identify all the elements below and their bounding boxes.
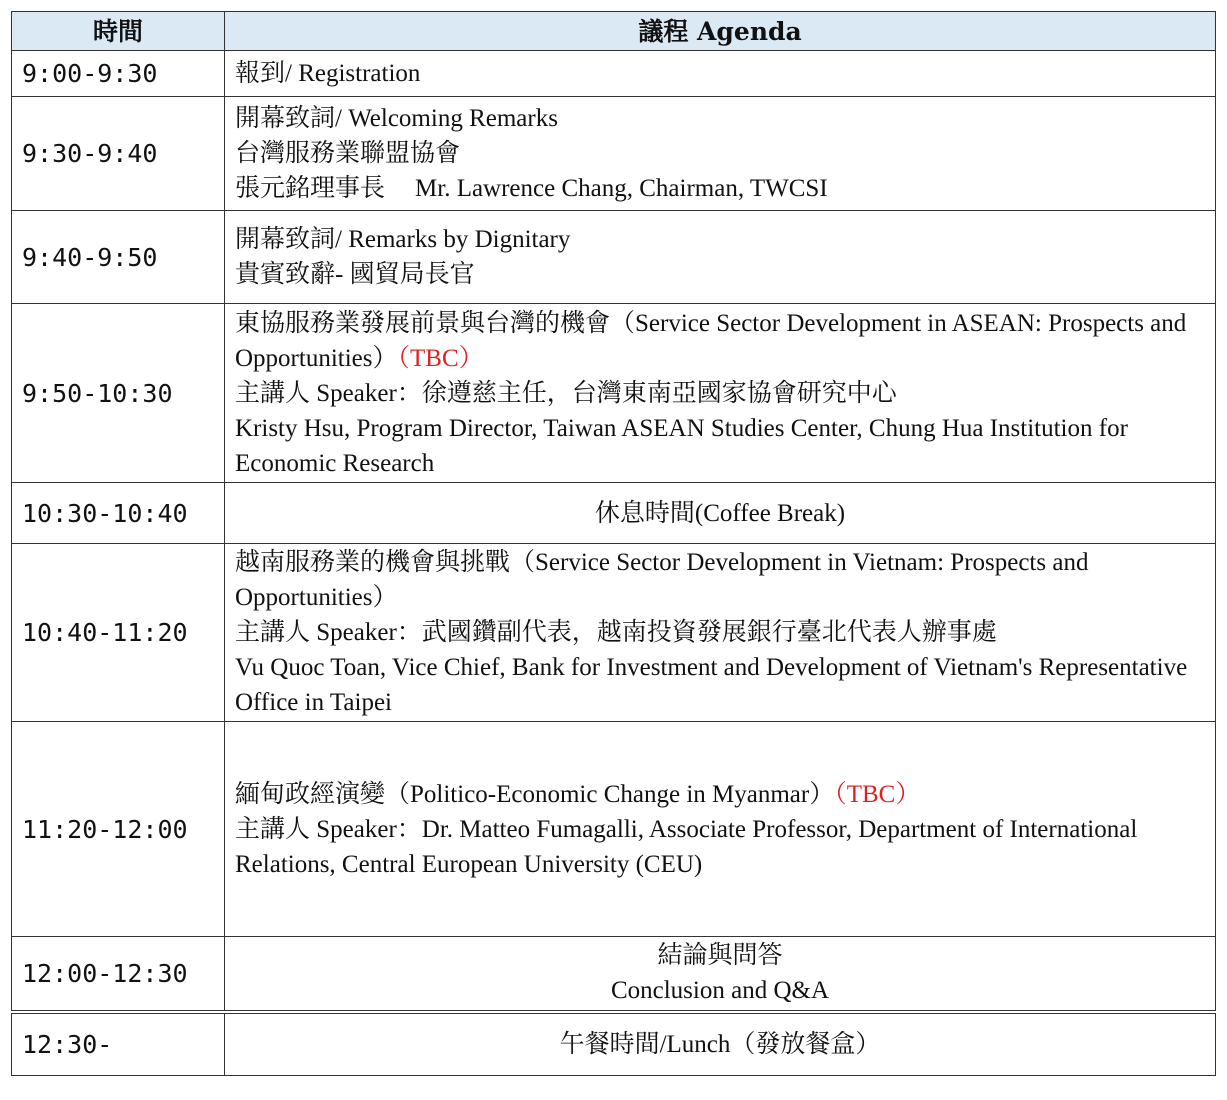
header-agenda: 議程 Agenda — [225, 12, 1216, 51]
agenda-row — [12, 544, 1216, 722]
session-title — [235, 777, 1205, 812]
agenda-row — [12, 51, 1216, 97]
organization-name: 台灣服務業聯盟協會 — [235, 140, 461, 167]
header-time: 時間 — [12, 12, 225, 51]
session-title-text: 緬甸政經演變（Politico-Economic Change in Myanmar） — [235, 780, 835, 808]
tbc-label: （TBC） — [834, 780, 921, 808]
time-cell: 10:40-11:20 — [12, 544, 225, 722]
time-cell: 9:50-10:30 — [12, 304, 225, 483]
time-cell: 9:00-9:30 — [12, 51, 225, 97]
speaker-en: Kristy Hsu, Program Director, Taiwan ASEAN Studies Center, Chung Hua Institution for Economic Research — [235, 414, 1128, 477]
session-title: 越南服務業的機會與挑戰（Service Sector Development in Vietnam: Prospects and Opportunities） — [235, 549, 1089, 611]
speaker-line — [235, 171, 1205, 206]
time-cell: 9:40-9:50 — [12, 211, 225, 304]
agenda-cell — [225, 97, 1216, 211]
session-title-text: 東協服務業發展前景與台灣的機會（Service Sector Development in ASEAN: Prospects and Opportunities） — [235, 309, 1187, 372]
agenda-cell — [225, 211, 1216, 304]
time-cell: 9:30-9:40 — [12, 97, 225, 211]
time-cell: 12:30- — [12, 1012, 225, 1076]
session-title — [235, 306, 1205, 376]
agenda-subtitle: 貴賓致辭- 國貿局長官 — [235, 261, 475, 288]
agenda-cell — [225, 722, 1216, 937]
speaker-name-zh: 張元銘理事長 — [235, 175, 386, 202]
speaker-zh: 主講人 Speaker：武國鑽副代表，越南投資發展銀行臺北代表人辦事處 — [235, 619, 997, 646]
header-row — [12, 12, 1216, 51]
speaker-en: Vu Quoc Toan, Vice Chief, Bank for Investment and Development of Vietnam's Representative Office in Taipei — [235, 654, 1188, 716]
agenda-row — [12, 937, 1216, 1012]
agenda-row — [12, 1012, 1216, 1076]
agenda-row — [12, 304, 1216, 483]
time-cell: 11:20-12:00 — [12, 722, 225, 937]
speaker-zh: 主講人 Speaker：徐遵慈主任，台灣東南亞國家協會研究中心 — [235, 379, 897, 407]
agenda-text: 報到/ Registration — [235, 60, 421, 87]
agenda-row — [12, 722, 1216, 937]
time-cell: 12:00-12:30 — [12, 937, 225, 1012]
agenda-row — [12, 483, 1216, 544]
time-cell: 10:30-10:40 — [12, 483, 225, 544]
agenda-cell — [225, 544, 1216, 722]
agenda-title: 開幕致詞/ Welcoming Remarks — [235, 105, 558, 132]
agenda-cell — [225, 304, 1216, 483]
agenda-cell: 午餐時間/Lunch（發放餐盒） — [225, 1012, 1216, 1076]
speaker-name-en: Mr. Lawrence Chang, Chairman, TWCSI — [415, 175, 828, 202]
tbc-label: （TBC） — [397, 344, 484, 372]
agenda-cell — [225, 51, 1216, 97]
agenda-row — [12, 211, 1216, 304]
agenda-title: 開幕致詞/ Remarks by Dignitary — [235, 226, 571, 253]
speaker-line: 主講人 Speaker：Dr. Matteo Fumagalli, Associate Professor, Department of International Relations, Central European University (CEU) — [235, 815, 1138, 878]
agenda-cell — [225, 937, 1216, 1012]
agenda-cell: 休息時間(Coffee Break) — [225, 483, 1216, 544]
agenda-title-en: Conclusion and Q&A — [610, 977, 830, 1005]
agenda-row — [12, 97, 1216, 211]
agenda-table — [11, 11, 1216, 1076]
agenda-title-zh: 結論與問答 — [657, 942, 783, 970]
